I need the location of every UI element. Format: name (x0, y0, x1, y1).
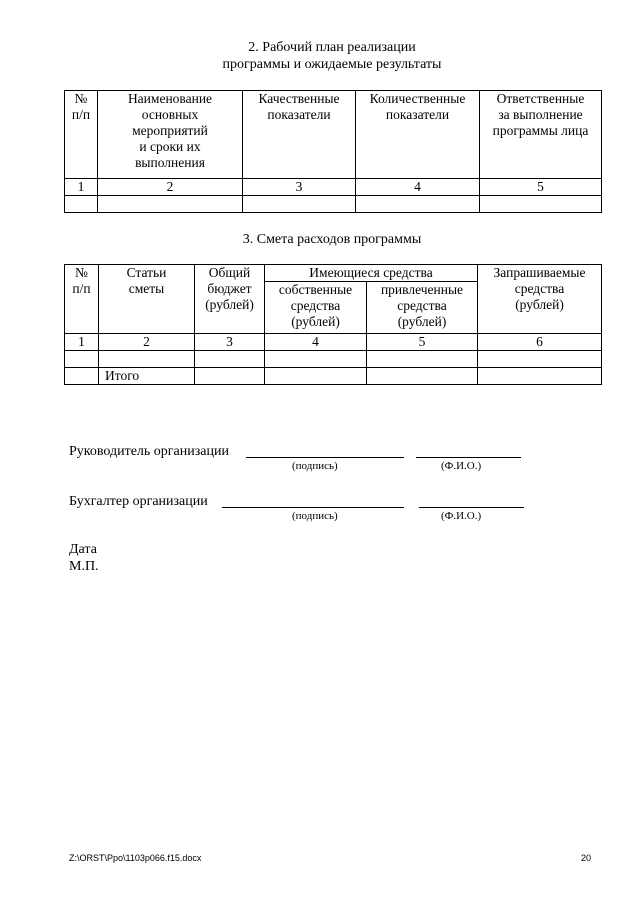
table-cell (195, 351, 265, 368)
section-1-title (64, 39, 600, 73)
work-plan-table (64, 90, 602, 213)
work-plan-col-number: 1 (65, 179, 98, 196)
work-plan-empty-row (65, 196, 602, 213)
table-cell (65, 351, 99, 368)
accountant-signature-caption: (подпись) (292, 510, 338, 522)
date-label: Дата (69, 542, 97, 557)
budget-col-number: 5 (367, 334, 478, 351)
table-cell (65, 368, 99, 385)
work-plan-header-activities: Наименование основных мероприятий и сроки их выполнения (98, 91, 243, 179)
accountant-name-line (419, 507, 524, 508)
table-cell (243, 196, 356, 213)
work-plan-header-responsible: Ответственные за выполнение программы лица (480, 91, 602, 179)
head-signature-line (246, 457, 404, 458)
table-cell (478, 351, 602, 368)
table-cell (478, 368, 602, 385)
table-cell (65, 196, 98, 213)
table-cell (99, 351, 195, 368)
table-cell (356, 196, 480, 213)
budget-table (64, 264, 602, 385)
budget-number-row (65, 334, 602, 351)
accountant-signature-label: Бухгалтер организации (69, 494, 208, 509)
table-cell (98, 196, 243, 213)
work-plan-header-num: № п/п (65, 91, 98, 179)
table-cell (195, 368, 265, 385)
table-cell (367, 351, 478, 368)
budget-col-number: 2 (99, 334, 195, 351)
budget-total-row (65, 368, 602, 385)
budget-total-label: Итого (99, 368, 195, 385)
section-2-title: 3. Смета расходов программы (242, 232, 422, 247)
budget-col-number: 1 (65, 334, 99, 351)
work-plan-col-number: 5 (480, 179, 602, 196)
accountant-signature-line (222, 507, 404, 508)
head-signature-label: Руководитель организации (69, 444, 229, 459)
work-plan-number-row (65, 179, 602, 196)
budget-empty-row (65, 351, 602, 368)
budget-header-num: № п/п (65, 265, 99, 334)
work-plan-header-qualitative: Качественные показатели (243, 91, 356, 179)
budget-header-requested: Запрашиваемые средства (рублей) (478, 265, 602, 334)
head-name-caption: (Ф.И.О.) (441, 460, 482, 472)
budget-header-items: Статьи сметы (99, 265, 195, 334)
work-plan-col-number: 4 (356, 179, 480, 196)
budget-header-own-funds: собственные средства (рублей) (265, 282, 367, 334)
work-plan-col-number: 2 (98, 179, 243, 196)
budget-header-existing-funds: Имеющиеся средства (265, 265, 478, 282)
budget-header-total-budget: Общий бюджет (рублей) (195, 265, 265, 334)
stamp-label: М.П. (69, 559, 99, 574)
work-plan-col-number: 3 (243, 179, 356, 196)
accountant-name-caption: (Ф.И.О.) (441, 510, 482, 522)
table-cell (265, 368, 367, 385)
head-name-line (416, 457, 521, 458)
table-cell (480, 196, 602, 213)
budget-col-number: 4 (265, 334, 367, 351)
table-cell (265, 351, 367, 368)
budget-header-row-1 (65, 265, 602, 282)
work-plan-header-row (65, 91, 602, 179)
table-cell (367, 368, 478, 385)
section-1-title-line-1: 2. Рабочий план реализации (248, 40, 416, 55)
page-number: 20 (581, 853, 592, 863)
head-signature-caption: (подпись) (292, 460, 338, 472)
budget-col-number: 6 (478, 334, 602, 351)
budget-header-attracted-funds: привлеченные средства (рублей) (367, 282, 478, 334)
footer-file-path: Z:\ORST\Ppo\1103p066.f15.docx (69, 853, 202, 863)
budget-col-number: 3 (195, 334, 265, 351)
work-plan-header-quantitative: Количественные показатели (356, 91, 480, 179)
section-1-title-line-2: программы и ожидаемые результаты (222, 57, 442, 72)
